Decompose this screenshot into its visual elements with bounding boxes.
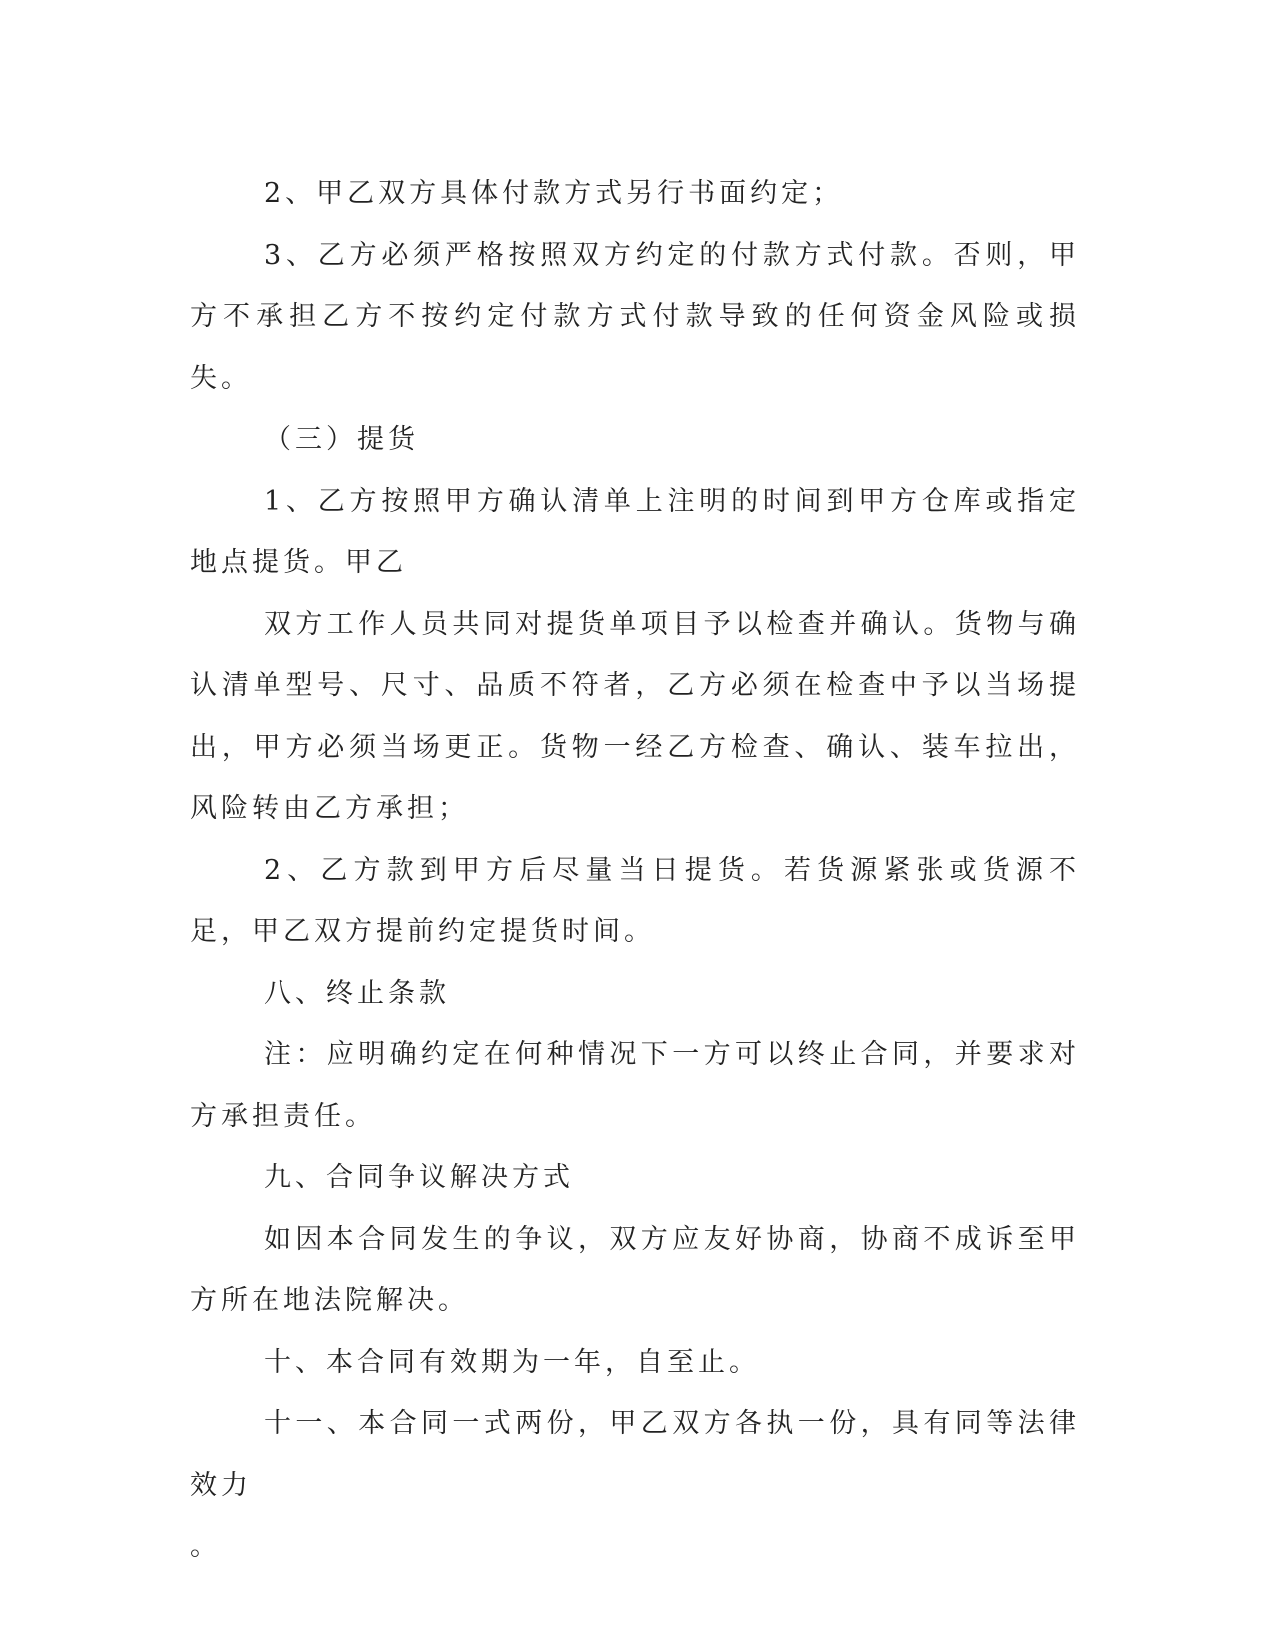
paragraph-dispute-resolution: 如因本合同发生的争议，双方应友好协商，协商不成诉至甲方所在地法院解决。 bbox=[190, 1223, 1080, 1316]
paragraph-termination-note: 注：应明确约定在何种情况下一方可以终止合同，并要求对方承担责任。 bbox=[190, 1039, 1080, 1132]
paragraph-payment-obligation: 3、乙方必须严格按照双方约定的付款方式付款。否则，甲方不承担乙方不按约定付款方式付款导致的任何资金风险或损失。 bbox=[190, 239, 1080, 394]
paragraph-payment-method: 2、甲乙双方具体付款方式另行书面约定； bbox=[264, 178, 844, 209]
paragraph-copies: 十一、本合同一式两份，甲乙双方各执一份，具有同等法律效力 bbox=[190, 1408, 1080, 1501]
section-heading-dispute: 九、合同争议解决方式 bbox=[264, 1162, 574, 1193]
paragraph-pickup-schedule: 2、乙方款到甲方后尽量当日提货。若货源紧张或货源不足，甲乙双方提前约定提货时间。 bbox=[190, 854, 1080, 947]
paragraph-validity-period: 十、本合同有效期为一年，自至止。 bbox=[264, 1346, 760, 1378]
paragraph-pickup-inspection: 双方工作人员共同对提货单项目予以检查并确认。货物与确认清单型号、尺寸、品质不符者，乙方必须在检查中予以当场提出，甲方必须当场更正。货物一经乙方检查、确认、装车拉出，风险转由乙方承担； bbox=[190, 608, 1080, 824]
paragraph-trailing-period: 。 bbox=[190, 1531, 221, 1562]
section-heading-termination: 八、终止条款 bbox=[264, 977, 450, 1009]
document-body bbox=[190, 163, 1080, 1578]
paragraph-pickup-time: 1、乙方按照甲方确认清单上注明的时间到甲方仓库或指定地点提货。甲乙 bbox=[190, 485, 1080, 578]
section-heading-pickup: （三）提货 bbox=[264, 424, 419, 455]
